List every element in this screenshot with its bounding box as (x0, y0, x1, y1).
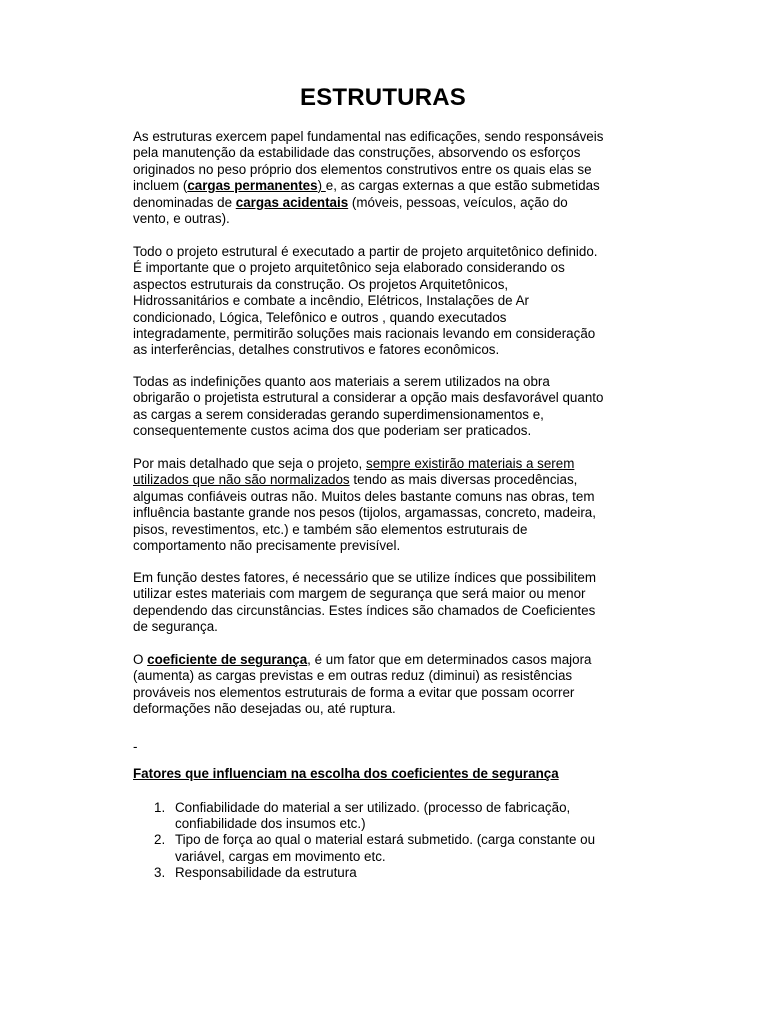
text-line: comportamento não precisamente previsível. (133, 538, 401, 554)
text-line: algumas confiáveis outras não. Muitos deles bastante comuns nas obras, tem (133, 488, 595, 504)
dash-marker: - (133, 739, 138, 754)
text-segment: , é um fator que em determinados casos majora (307, 652, 592, 667)
text-line: obrigarão o projetista estrutural a considerar a opção mais desfavorável quanto (133, 390, 604, 406)
text-segment: e, as cargas externas a que estão submetidas (325, 178, 600, 194)
text-segment: Por mais detalhado que seja o projeto, (133, 456, 366, 471)
list-item (133, 832, 633, 864)
paragraph-projeto-estrutural (133, 244, 633, 359)
underlined-text: utilizados que não são normalizados (133, 472, 350, 488)
text-line: originados no peso próprio dos elementos construtivos entre os quais elas se (133, 161, 592, 177)
text-segment: O (133, 652, 148, 667)
text-line: as interferências, detalhes construtivos e fatores econômicos. (133, 342, 500, 358)
list-number: 3. (154, 864, 166, 880)
paragraph-materiais (133, 456, 633, 554)
text-segment: denominadas de (133, 194, 236, 210)
text-line (133, 652, 633, 668)
paragraph-fatores (133, 570, 633, 636)
text-line: vento, e outras). (133, 211, 230, 227)
section-title: Fatores que influenciam na escolha dos coeficientes de segurança (133, 766, 559, 781)
text-segment: incluem ( (133, 178, 188, 194)
text-line (133, 195, 633, 211)
paragraph-estruturas-intro (133, 129, 633, 227)
list-item (133, 865, 633, 881)
text-line: Todo o projeto estrutural é executado a partir de projeto arquitetônico definido. (133, 244, 598, 259)
text-line: É importante que o projeto arquitetônico seja elaborado considerando os (133, 260, 565, 276)
list-number: 1. (154, 800, 166, 815)
paragraph-coeficiente (133, 652, 633, 718)
text-line (133, 456, 633, 472)
text-line (133, 472, 633, 488)
text-line: Todas as indefinições quanto aos materiais a serem utilizados na obra (133, 374, 550, 389)
text-line: confiabilidade dos insumos etc.) (175, 816, 366, 832)
text-line: de segurança. (133, 619, 218, 635)
text-line: as cargas a serem consideradas gerando superdimensionamentos e, (133, 406, 544, 422)
text-line: aspectos estruturais da construção. Os projetos Arquitetônicos, (133, 276, 509, 292)
text-line: condicionado, Lógica, Telefônico e outros , quando executados (133, 309, 507, 325)
text-line: pisos, revestimentos, etc.) e também são elementos estruturais de (133, 521, 528, 537)
text-line: consequentemente custos acima dos que poderiam ser praticados. (133, 423, 532, 439)
list-number: 2. (154, 832, 166, 848)
text-line: dependendo das circunstâncias. Estes índices são chamados de Coeficientes (133, 602, 596, 618)
term-cargas-permanentes: cargas permanentes (187, 178, 318, 194)
text-line: Em função destes fatores, é necessário que se utilize índices que possibilitem (133, 570, 596, 585)
list-item (133, 800, 633, 832)
text-line: Hidrossanitários e combate a incêndio, Elétricos, Instalações de Ar (133, 293, 529, 309)
text-line (133, 178, 633, 194)
text-line: variável, cargas em movimento etc. (175, 848, 386, 864)
text-line: (aumenta) as cargas previstas e em outras reduz (diminui) as resistências (133, 668, 573, 684)
factors-list (133, 800, 633, 881)
text-line: As estruturas exercem papel fundamental nas edificações, sendo responsáveis (133, 129, 604, 144)
text-line: Tipo de força ao qual o material estará submetido. (carga constante ou (175, 832, 596, 848)
text-line: Confiabilidade do material a ser utilizado. (processo de fabricação, (175, 800, 571, 815)
text-line: utilizar estes materiais com margem de segurança que será maior ou menor (133, 586, 586, 602)
term-coeficiente-de-seguranca: coeficiente de segurança (147, 652, 308, 667)
text-line: integradamente, permitirão soluções mais racionais levando em consideração (133, 326, 596, 342)
paragraph-indefinicoes (133, 374, 633, 440)
text-segment: ) (317, 178, 326, 194)
text-line: influência bastante grande nos pesos (tijolos, argamassas, concreto, madeira, (133, 505, 596, 521)
underlined-text: sempre existirão materiais a serem (366, 456, 575, 471)
text-segment: tendo as mais diversas procedências, (349, 472, 578, 488)
text-segment: (móveis, pessoas, veículos, ação do (348, 194, 568, 210)
page-title: ESTRUTURAS (299, 84, 466, 111)
text-line: prováveis nos elementos estruturais de forma a evitar que possam ocorrer (133, 684, 575, 700)
text-line: deformações não desejadas ou, até ruptura. (133, 701, 396, 717)
text-line: Responsabilidade da estrutura (175, 864, 357, 880)
text-line: pela manutenção da estabilidade das construções, absorvendo os esforços (133, 145, 581, 161)
term-cargas-acidentais: cargas acidentais (235, 194, 349, 210)
